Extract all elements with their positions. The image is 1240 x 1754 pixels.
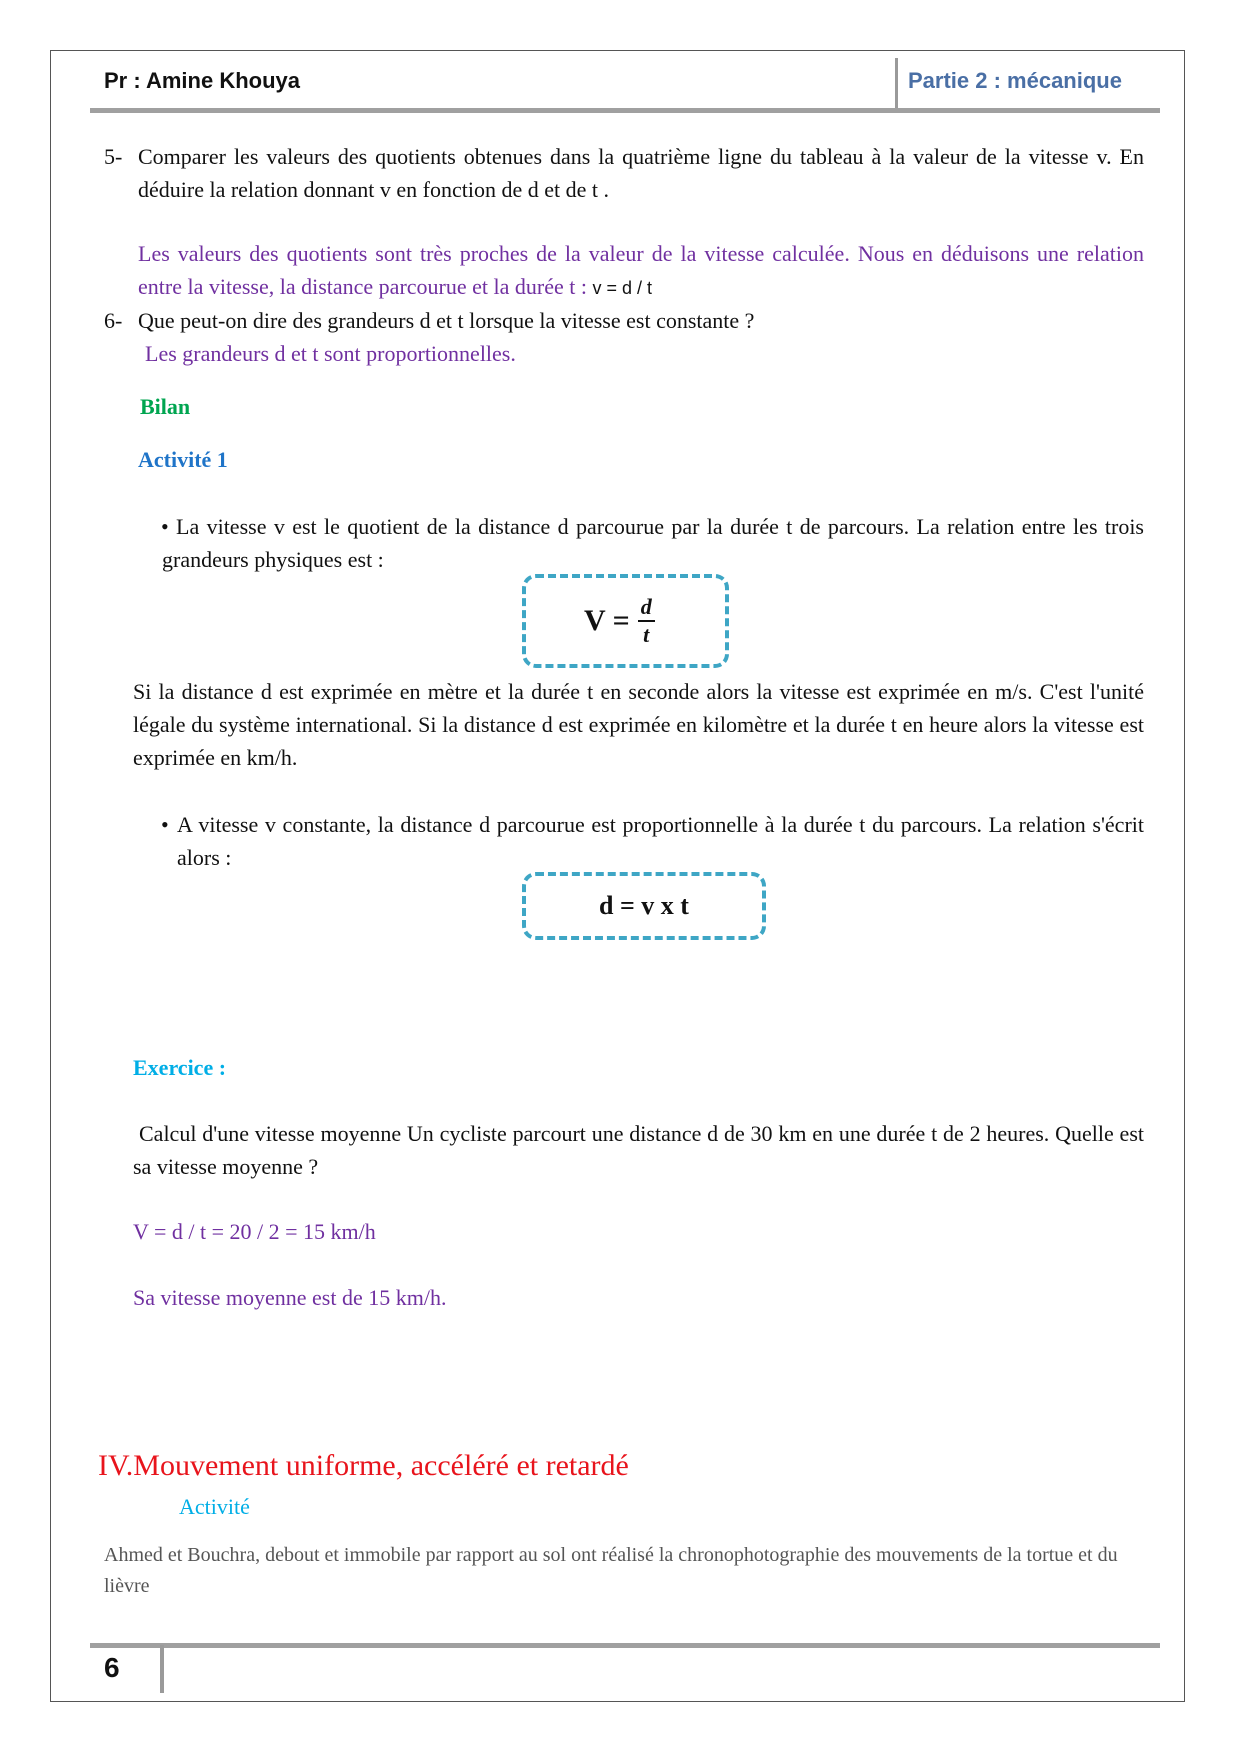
formula1-numerator: d [638, 594, 655, 622]
formula1-lhs: V = [584, 604, 630, 637]
q6-number: 6- [104, 308, 123, 333]
q5-answer-formula: v = d / t [592, 278, 652, 298]
section4-title: IV.Mouvement uniforme, accéléré et retardé [98, 1449, 629, 1482]
exercise-statement: Calcul d'une vitesse moyenne Un cycliste parcourt une distance d de 30 km en une durée t de 2 heures. Quelle est sa vitesse moyenne ? [133, 1121, 1144, 1179]
exercise-title: Exercice : [133, 1055, 227, 1080]
header-author: Pr : Amine Khouya [104, 68, 300, 93]
formula1-fraction [638, 594, 655, 648]
q6-answer: Les grandeurs d et t sont proportionnelles. [145, 341, 516, 366]
section4-subtitle: Activité [179, 1494, 250, 1519]
section4-text: Ahmed et Bouchra, debout et immobile par rapport au sol ont réalisé la chronophotographie des mouvements de la tortue et du lièvre [104, 1544, 1118, 1597]
q6-question: Que peut-on dire des grandeurs d et t lorsque la vitesse est constante ? [138, 308, 755, 333]
formula-d-equals-v-times-t: d = v x t [599, 891, 689, 920]
formula1-denominator: t [643, 622, 650, 647]
q5-answer-text: Les valeurs des quotients sont très proches de la valeur de la vitesse calculée. Nous en déduisons une relation entre la vitesse, la distance parcourue et la durée t : [138, 241, 1144, 299]
q5-number: 5- [104, 144, 123, 169]
units-paragraph: Si la distance d est exprimée en mètre et la durée t en seconde alors la vitesse est exprimée en m/s. C'est l'unité légale du système international. Si la distance d est exprimée en kilomètre et la durée t en heure alors la vitesse est exprimée en km/h. [133, 679, 1144, 770]
exercise-solution: V = d / t = 20 / 2 = 15 km/h [133, 1219, 376, 1244]
footer-rule [90, 1643, 1160, 1648]
bilan-title: Bilan [140, 394, 191, 419]
bullet1-text: La vitesse v est le quotient de la distance d parcourue par la durée t de parcours. La relation entre les trois grandeurs physiques est : [162, 514, 1144, 572]
q5-question: Comparer les valeurs des quotients obtenues dans la quatrième ligne du tableau à la valeur de la vitesse v. En déduire la relation donnant v en fonction de d et de t . [138, 144, 1144, 202]
header-rule [90, 108, 1160, 113]
header-part: Partie 2 : mécanique [908, 68, 1122, 93]
exercise-conclusion: Sa vitesse moyenne est de 15 km/h. [133, 1285, 447, 1310]
header-divider [895, 58, 898, 110]
bullet2-text: A vitesse v constante, la distance d parcourue est proportionnelle à la durée t du parcours. La relation s'écrit alors : [177, 812, 1144, 870]
q5-answer [138, 237, 1144, 305]
formula-v-equals-d-over-t [584, 586, 655, 656]
activity1-title: Activité 1 [138, 447, 228, 472]
bullet1-symbol: • [161, 514, 169, 539]
footer-divider [160, 1645, 164, 1693]
bullet2-symbol: • [161, 812, 169, 837]
page-number: 6 [104, 1652, 120, 1683]
